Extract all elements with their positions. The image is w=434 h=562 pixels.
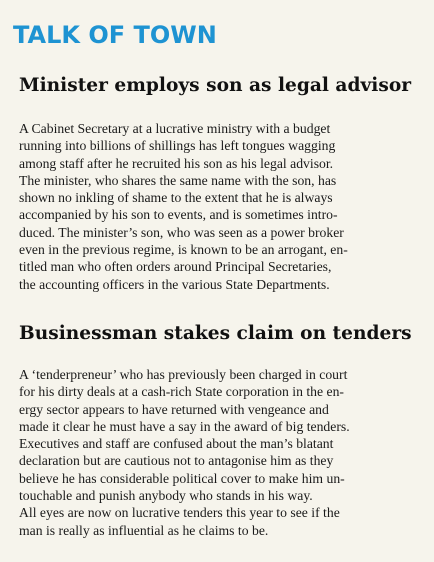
story-body-minister: [19, 120, 417, 293]
body-line: Executives and staff are confused about the man’s blatant: [19, 436, 334, 452]
body-line: believe he has considerable political cover to make him un-: [19, 470, 345, 486]
body-line: accompanied by his son to events, and is sometimes intro-: [19, 207, 338, 223]
body-line: shown no inkling of shame to the extent that he is always: [19, 190, 333, 206]
body-line: The minister, who shares the same name with the son, has: [19, 172, 337, 188]
body-line: man is really as influential as he claims to be.: [19, 522, 269, 538]
body-line: duced. The minister’s son, who was seen as a power broker: [19, 224, 344, 240]
body-line: touchable and punish anybody who stands in his way.: [19, 488, 313, 504]
story-body-businessman: [19, 366, 417, 539]
body-line: titled man who often orders around Principal Secretaries,: [19, 259, 332, 275]
body-line: A ‘tenderpreneur’ who has previously been charged in court: [19, 367, 348, 382]
body-line: even in the previous regime, is known to be an arrogant, en-: [19, 242, 348, 258]
body-line: made it clear he must have a say in the award of big tenders.: [19, 418, 350, 434]
body-line: among staff after he recruited his son as his legal advisor.: [19, 155, 334, 171]
body-line: the accounting officers in the various State Departments.: [19, 276, 330, 292]
body-line: All eyes are now on lucrative tenders this year to see if the: [19, 505, 340, 521]
body-line: A Cabinet Secretary at a lucrative ministry with a budget: [19, 121, 331, 136]
column-title: TALK OF TOWN: [13, 21, 217, 49]
body-line: for his dirty deals at a cash-rich State corporation in the en-: [19, 384, 344, 400]
body-line: ergy sector appears to have returned with vengeance and: [19, 401, 329, 417]
body-line: declaration but are cautious not to antagonise him as they: [19, 453, 334, 469]
story-headline-minister: Minister employs son as legal advisor: [19, 75, 412, 96]
story-headline-businessman: Businessman stakes claim on tenders: [19, 323, 412, 344]
body-line: running into billions of shillings has left tongues wagging: [19, 138, 336, 154]
